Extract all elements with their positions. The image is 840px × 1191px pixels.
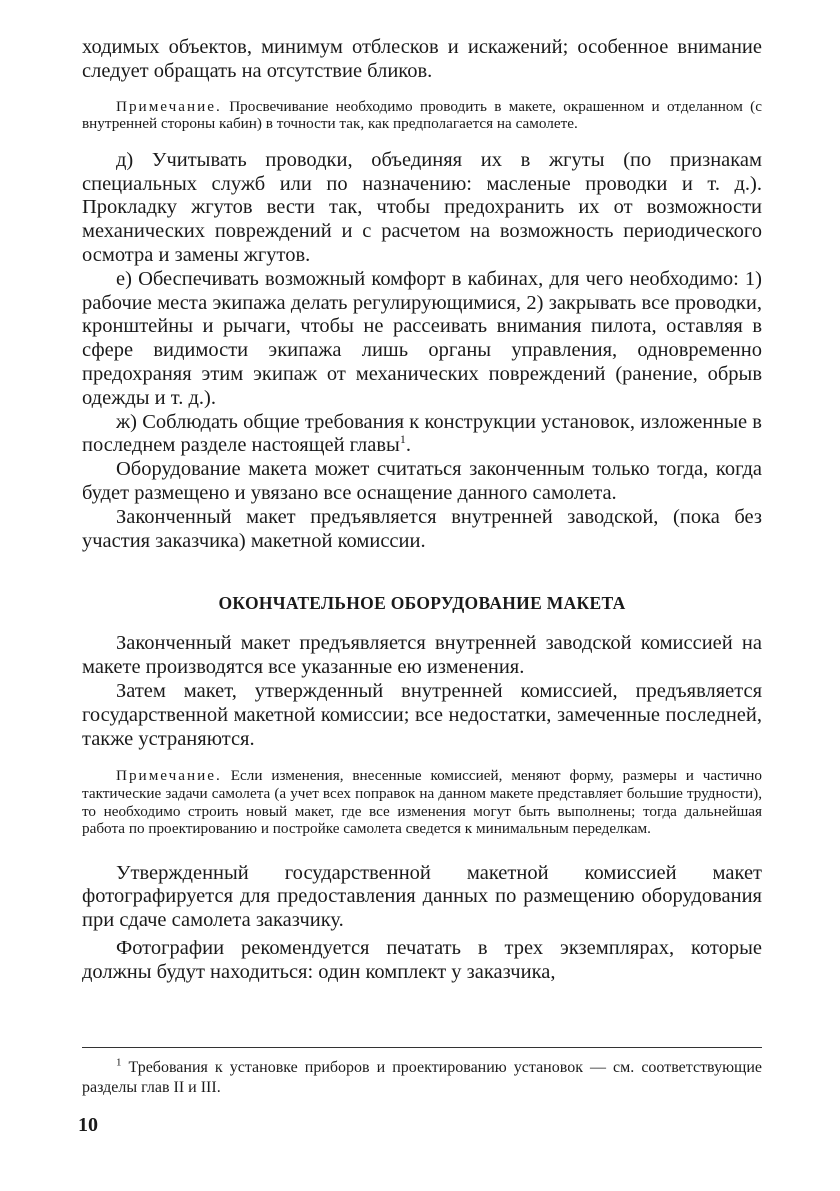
paragraph-d: д) Учитывать проводки, объединяя их в жгуты (по признакам специальных служб или по назначению: масленые проводки и т. д.). Прокладку жгутов вести так, чтобы предохранить их от возможности механических повреждений и с расчетом на возможность периодического осмотра и замены жгутов.	[82, 148, 762, 266]
paragraph-continuation: ходимых объектов, минимум отблесков и искажений; особенное внимание следует обращать на отсутствие бликов.	[82, 36, 762, 82]
paragraph-after-1: Законченный макет предъявляется внутренней заводской комиссией на макете производятся все указанные ею изменения.	[82, 632, 762, 679]
page-number: 10	[78, 1114, 98, 1136]
footnote	[82, 1058, 762, 1098]
footnote-marker: 1	[116, 1056, 122, 1069]
paragraph-approved: Утвержденный государственной макетной комиссией макет фотографируется для предоставления данных по размещению оборудования при сдаче самолета заказчику.	[82, 861, 762, 932]
note-2	[82, 767, 762, 837]
paragraph-photos: Фотографии рекомендуется печатать в трех экземплярах, которые должны будут находиться: один комплект у заказчика,	[82, 937, 762, 983]
footnote-ref: 1	[399, 432, 406, 447]
section-heading: ОКОНЧАТЕЛЬНОЕ ОБОРУДОВАНИЕ МАКЕТА	[218, 593, 626, 614]
paragraph-after-2: Затем макет, утвержденный внутренней комиссией, предъявляется государственной макетной комиссии; все недостатки, замеченные последней, также устраняются.	[82, 679, 762, 750]
note-2-label: Примечание.	[116, 767, 222, 785]
paragraph-zh-end: .	[405, 434, 411, 457]
paragraph-zh-text: ж) Соблюдать общие требования к конструкции установок, изложенные в последнем разделе настоящей главы	[82, 410, 762, 457]
note-2-text: Если изменения, внесенные комиссией, меняют форму, размеры и частично тактические задачи самолета (а учет всех поправок на данном макете представляет большие трудности), то необходимо строить новый макет, где все изменения могут быть выполнены; тогда дальнейшая работа по проектированию и постройке самолета сведется к минимальным переделкам.	[82, 767, 762, 838]
note-1-text: Просвечивание необходимо проводить в макете, окрашенном и отделанном (с внутренней стороны кабин) в точности так, как предполагается на самолете.	[82, 97, 762, 133]
footnote-text: Требования к установке приборов и проектированию установок — см. соответствующие разделы глав II и III.	[82, 1059, 762, 1096]
paragraph-equipment: Оборудование макета может считаться законченным только тогда, когда будет размещено и увязано все оснащение данного самолета.	[82, 458, 762, 504]
page-body	[82, 36, 762, 985]
note-1	[82, 98, 762, 133]
paragraph-zh	[82, 411, 762, 459]
paragraph-finished: Законченный макет предъявляется внутренней заводской, (пока без участия заказчика) макетной комиссии.	[82, 505, 762, 552]
footnote-divider	[82, 1047, 762, 1048]
paragraph-e: е) Обеспечивать возможный комфорт в кабинах, для чего необходимо: 1) рабочие места экипажа делать регулирующимися, 2) закрывать все проводки, кронштейны и рычаги, чтобы не рассеивать внимания пилота, оставляя в сфере видимости экипажа лишь органы управления, одновременно предохраняя этим экипаж от механических повреждений (ранение, обрыв одежды и т. д.).	[82, 267, 762, 409]
note-1-label: Примечание.	[116, 97, 222, 115]
